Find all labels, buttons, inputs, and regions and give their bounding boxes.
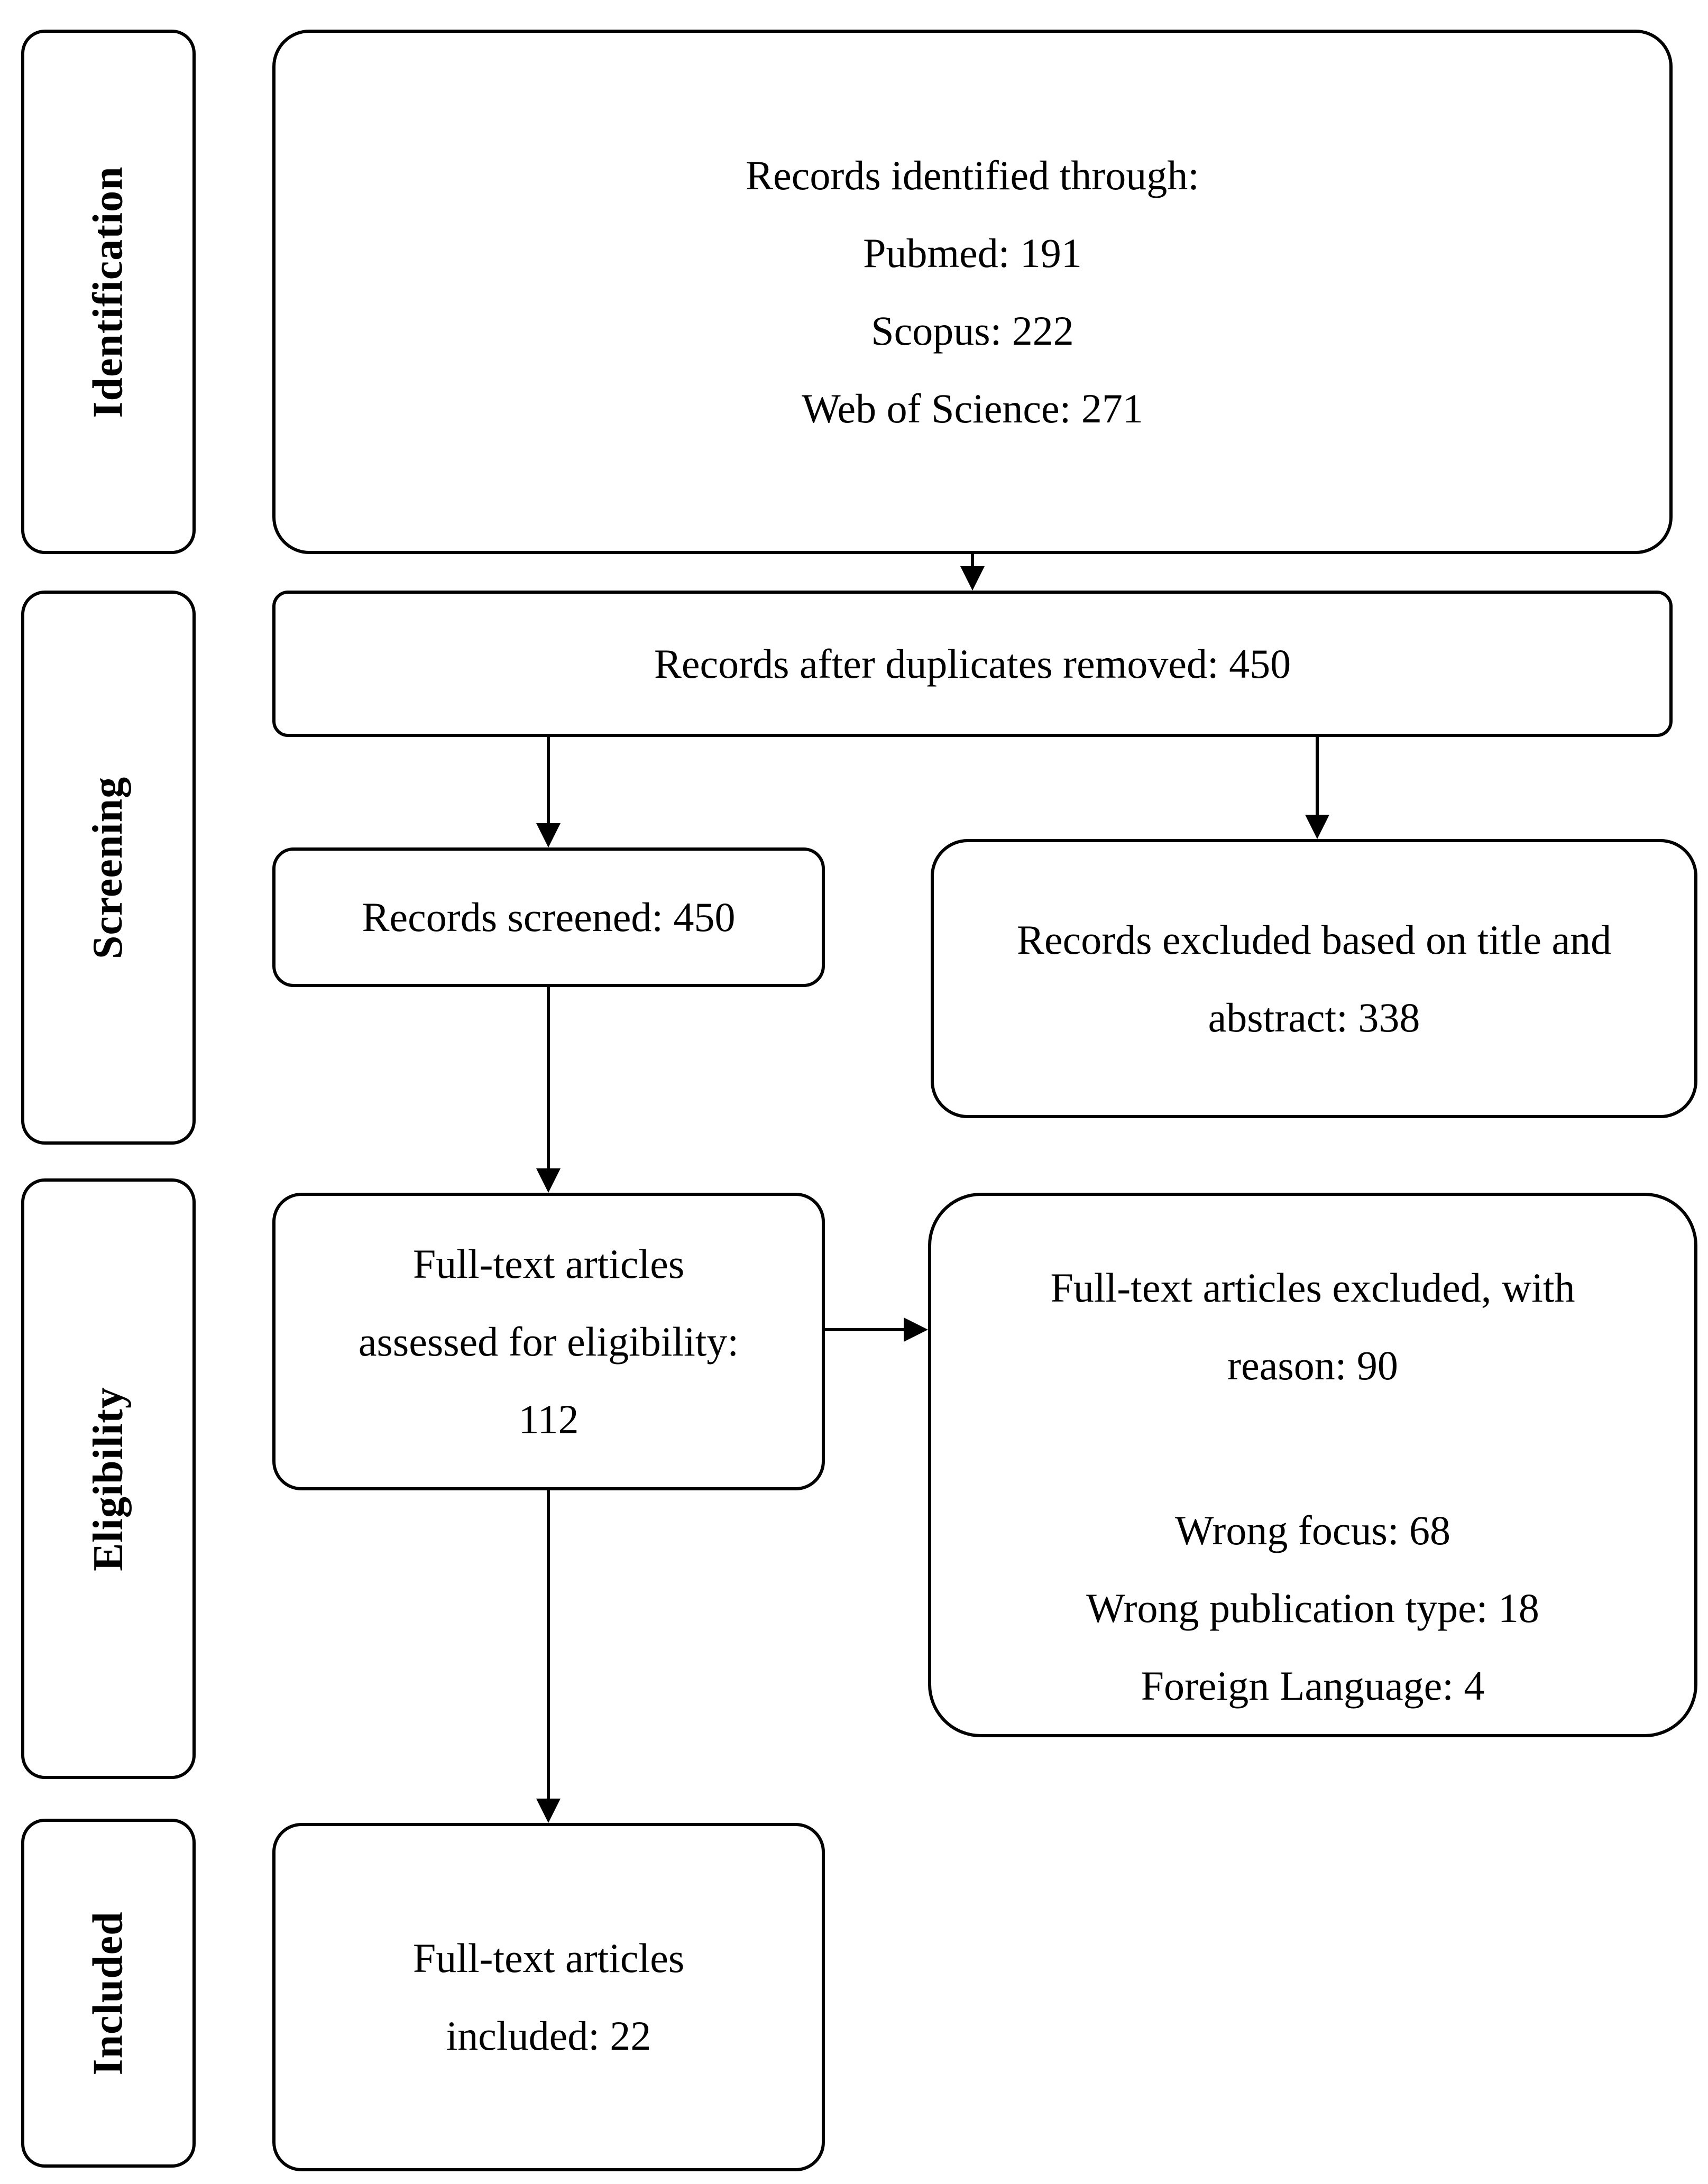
fulltext-assessed-box bbox=[272, 1193, 825, 1490]
fulltext-excluded-reason-3: Foreign Language: 4 bbox=[1141, 1662, 1485, 1709]
stage-included-label: Included bbox=[85, 1911, 132, 2076]
fulltext-excluded-reasons bbox=[1086, 1491, 1539, 1725]
fulltext-excluded-reason-1: Wrong focus: 68 bbox=[1174, 1507, 1451, 1553]
stage-identification-label: Identification bbox=[85, 165, 132, 418]
stage-eligibility-label: Eligibility bbox=[85, 1386, 132, 1571]
stage-included bbox=[21, 1819, 196, 2168]
records-screened-text: Records screened: 450 bbox=[362, 894, 736, 940]
records-identified-pubmed: Pubmed: 191 bbox=[863, 229, 1082, 276]
records-identified-title: Records identified through: bbox=[746, 152, 1199, 198]
duplicates-removed-box bbox=[272, 591, 1673, 737]
arrow-screened-to-fulltext bbox=[536, 987, 561, 1193]
duplicates-removed-text: Records after duplicates removed: 450 bbox=[654, 640, 1291, 687]
fulltext-included-line-1: Full-text articles bbox=[412, 1935, 685, 1981]
records-excluded-line-1: Records excluded based on title and bbox=[1016, 916, 1612, 963]
fulltext-excluded-line-1: Full-text articles excluded, with bbox=[1050, 1264, 1575, 1311]
stage-eligibility bbox=[21, 1178, 196, 1779]
arrow-identified-to-duplicates bbox=[960, 554, 985, 591]
fulltext-excluded-line-2: reason: 90 bbox=[1227, 1342, 1398, 1388]
arrow-duplicates-to-screened bbox=[536, 737, 561, 847]
stage-screening bbox=[21, 591, 196, 1145]
records-excluded-line-2: abstract: 338 bbox=[1208, 994, 1420, 1040]
fulltext-included-box bbox=[272, 1823, 825, 2171]
fulltext-included-line-2: included: 22 bbox=[446, 2013, 651, 2059]
arrow-duplicates-to-excluded bbox=[1305, 737, 1329, 839]
records-identified-wos: Web of Science: 271 bbox=[802, 385, 1143, 431]
stage-screening-label: Screening bbox=[85, 776, 132, 959]
records-identified-box bbox=[272, 30, 1673, 554]
fulltext-assessed-line-1: Full-text articles bbox=[412, 1240, 685, 1287]
fulltext-assessed-line-2: assessed for eligibility: bbox=[358, 1318, 739, 1365]
records-identified-scopus: Scopus: 222 bbox=[871, 307, 1074, 354]
arrow-fulltext-to-excluded-reason bbox=[825, 1317, 928, 1342]
fulltext-excluded-box bbox=[928, 1193, 1697, 1737]
fulltext-excluded-header bbox=[1050, 1249, 1575, 1404]
records-excluded-box bbox=[931, 839, 1697, 1118]
stage-identification bbox=[21, 30, 196, 554]
fulltext-excluded-reason-2: Wrong publication type: 18 bbox=[1086, 1584, 1539, 1631]
records-screened-box bbox=[272, 847, 825, 987]
arrow-fulltext-to-included bbox=[536, 1490, 561, 1823]
fulltext-assessed-line-3: 112 bbox=[518, 1396, 579, 1442]
